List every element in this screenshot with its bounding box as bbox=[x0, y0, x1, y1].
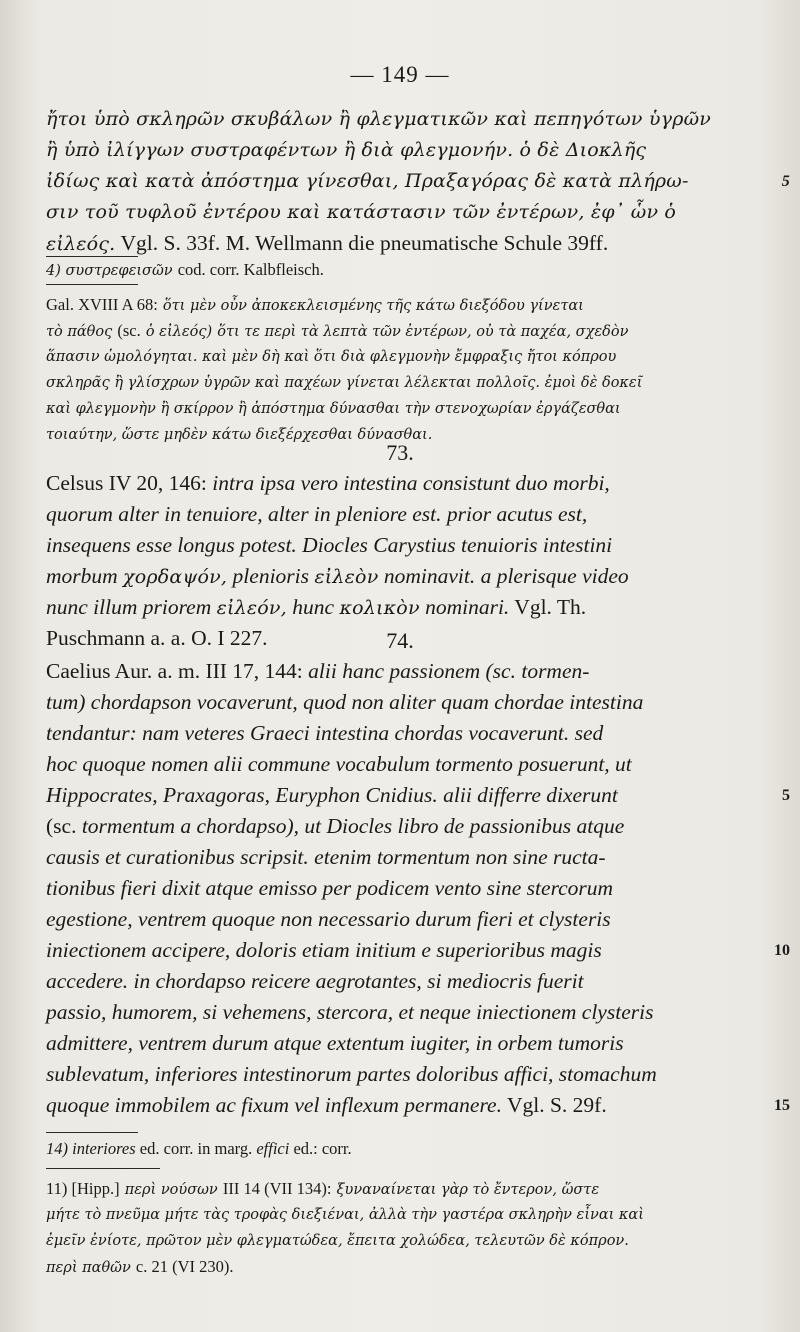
latin-text: Hippocrates, Praxagoras, Euryphon Cnidius. alii differre dixerunt bbox=[46, 783, 618, 807]
latin-text: nominavit. a plerisque video bbox=[383, 564, 629, 588]
latin-text: hunc bbox=[292, 595, 335, 619]
greek-text: εἰλεόν, bbox=[216, 597, 287, 619]
greek-text: περὶ νούσων bbox=[124, 1182, 218, 1198]
latin-text: plenioris bbox=[232, 564, 309, 588]
latin-text: Vgl. S. 33f. M. Wellmann die pneumatische Schule 39ff. bbox=[120, 231, 609, 255]
footnote-rule bbox=[46, 1132, 138, 1133]
latin-text: nunc illum priorem bbox=[46, 595, 212, 619]
text-line bbox=[46, 318, 752, 344]
latin-text: egestione, ventrem quoque non necessario durum fieri et clysteris bbox=[46, 907, 611, 931]
text-line bbox=[46, 1028, 752, 1059]
latin-text: morbum bbox=[46, 564, 118, 588]
text-line bbox=[46, 1254, 752, 1280]
greek-text: 4) συστρεφεισῶν bbox=[46, 263, 173, 279]
latin-text: III 14 (VII 134): bbox=[222, 1179, 332, 1198]
text-line bbox=[46, 1059, 752, 1090]
greek-text: σιν τοῦ τυφλοῦ ἐντέρου καὶ κατάστασιν τῶν ἐντέρων, ἐφ᾿ ὧν ὁ bbox=[46, 201, 677, 223]
celsus-passage bbox=[46, 468, 752, 654]
latin-text: quoque immobilem ac fixum vel inflexum permanere. bbox=[46, 1093, 502, 1117]
text-line bbox=[46, 292, 752, 318]
page-number: — 149 — bbox=[350, 62, 450, 87]
text-line bbox=[46, 1228, 752, 1254]
greek-text: ἅπασιν ὡμολόγηται. καὶ μὲν δὴ καὶ ὅτι διὰ φλεγμονὴν ἔμφραξις ἤτοι κόπρου bbox=[46, 349, 617, 365]
text-line bbox=[46, 104, 752, 135]
greek-text: μήτε τὸ πνεῦμα μήτε τὰς τροφὰς διεξιέναι, ἀλλὰ τὴν γαστέρα σκληρὴν εἶναι καὶ bbox=[46, 1207, 644, 1223]
text-line bbox=[46, 396, 752, 422]
text-line bbox=[46, 592, 752, 623]
greek-text: τοιαύτην, ὥστε μηδὲν κάτω διεξέρχεσθαι δύνασθαι. bbox=[46, 427, 433, 443]
latin-text: causis et curationibus scripsit. etenim tormentum non sine ructa- bbox=[46, 845, 606, 869]
line-number: 5 bbox=[782, 787, 790, 804]
text-line bbox=[46, 1202, 752, 1228]
greek-text: ἤτοι ὑπὸ σκληρῶν σκυβάλων ἢ φλεγματικῶν καὶ πεπηγότων ὑγρῶν bbox=[46, 108, 712, 130]
greek-text: καὶ φλεγμονὴν ἢ σκίρρον ἢ ἀπόστημα δύνασθαι τὴν στενοχωρίαν ἐργάζεσθαι bbox=[46, 401, 621, 417]
text-line bbox=[46, 499, 752, 530]
text-line bbox=[46, 656, 752, 687]
footnote-rule bbox=[46, 284, 138, 285]
latin-text: c. 21 (VI 230). bbox=[135, 1257, 234, 1276]
text-line bbox=[46, 370, 752, 396]
latin-text: admittere, ventrem durum atque extentum iugiter, in orbem tumoris bbox=[46, 1031, 624, 1055]
latin-text: tormentum a chordapso), ut Diocles libro de passionibus atque bbox=[81, 814, 625, 838]
footnote-rule bbox=[46, 256, 138, 257]
footnote-rule bbox=[46, 1168, 160, 1169]
text-line bbox=[46, 561, 752, 592]
text-line bbox=[46, 842, 752, 873]
latin-text: cod. corr. Kalbfleisch. bbox=[177, 260, 324, 279]
latin-text: nominari. bbox=[425, 595, 510, 619]
text-line bbox=[46, 197, 752, 228]
greek-text: ἰδίως καὶ κατὰ ἀπόστημα γίνεσθαι, Πραξαγόρας δὲ κατὰ πλήρω- bbox=[46, 170, 689, 192]
text-line bbox=[46, 966, 752, 997]
footnote-4 bbox=[46, 258, 752, 282]
section-number-73: 73. bbox=[386, 440, 414, 465]
text-line bbox=[46, 530, 752, 561]
greek-text: ὅτι τε περὶ τὰ λεπτὰ τῶν ἐντέρων, οὐ τὰ παχέα, σχεδὸν bbox=[217, 324, 629, 340]
greek-text: σκληρᾶς ἢ γλίσχρων ὑγρῶν καὶ παχέων γίνεται λέλεκται πολλοῖς. ἐμοὶ δὲ δοκεῖ bbox=[46, 375, 643, 391]
text-line bbox=[46, 344, 752, 370]
greek-text: ὅτι μὲν οὖν ἀποκεκλεισμένης τῆς κάτω διεξόδου γίνεται bbox=[162, 298, 584, 314]
text-line bbox=[46, 811, 752, 842]
greek-text: εἰλεὸν bbox=[314, 566, 379, 588]
latin-text: 11) [Hipp.] bbox=[46, 1179, 120, 1198]
greek-text: περὶ παθῶν bbox=[46, 1260, 131, 1276]
citation: Vgl. S. 29f. bbox=[506, 1093, 607, 1117]
text-line bbox=[46, 166, 790, 197]
greek-text: τὸ πάθος bbox=[46, 324, 113, 340]
greek-text: κολικὸν bbox=[339, 597, 420, 619]
greek-text: ἐμεῖν ἐνίοτε, πρῶτον μὲν φλεγματώδεα, ἔπειτα χολώδεα, τελευτῶν δὲ κόπρον. bbox=[46, 1233, 629, 1249]
citation: Vgl. Th. bbox=[514, 595, 587, 619]
latin-text: Gal. XVIII A 68: bbox=[46, 295, 158, 314]
section-number-74: 74. bbox=[386, 628, 414, 653]
latin-text: tionibus fieri dixit atque emisso per podicem vento sine stercorum bbox=[46, 876, 614, 900]
latin-text: iniectionem accipere, doloris etiam initium e superioribus magis bbox=[46, 938, 602, 962]
latin-text: ed. corr. in marg. bbox=[139, 1139, 253, 1158]
text-line bbox=[46, 135, 752, 166]
line-number: 10 bbox=[774, 942, 790, 959]
footnote-14 bbox=[46, 1134, 752, 1164]
text-line bbox=[46, 935, 790, 966]
greek-text: ξυναναίνεται γὰρ τὸ ἔντερον, ὥστε bbox=[336, 1182, 600, 1198]
footnote-11 bbox=[46, 1176, 752, 1280]
latin-text: 14) interiores bbox=[46, 1139, 136, 1158]
citation: Caelius Aur. a. m. III 17, 144: bbox=[46, 659, 303, 683]
text-line bbox=[46, 718, 752, 749]
greek-text: ἢ ὑπὸ ἰλίγγων συστραφέντων ἢ διὰ φλεγμονήν. ὁ δὲ Διοκλῆς bbox=[46, 139, 647, 161]
latin-text: tum) chordapson vocaverunt, quod non aliter quam chordae intestina bbox=[46, 690, 644, 714]
text-line bbox=[46, 468, 752, 499]
latin-text: insequens esse longus potest. Diocles Carystius tenuioris intestini bbox=[46, 533, 613, 557]
citation: Celsus IV 20, 146: bbox=[46, 471, 207, 495]
text-line bbox=[46, 904, 752, 935]
latin-text: passio, humorem, si vehemens, stercora, et neque iniectionem clysteris bbox=[46, 1000, 654, 1024]
text-line bbox=[46, 873, 752, 904]
latin-text: tendantur: nam veteres Graeci intestina chordas vocaverunt. sed bbox=[46, 721, 604, 745]
text-line bbox=[46, 258, 752, 282]
text-line bbox=[46, 997, 752, 1028]
citation: (sc. bbox=[46, 814, 77, 838]
line-number: 5 bbox=[781, 173, 790, 190]
latin-text: quorum alter in tenuiore, alter in pleniore est. prior acutus est, bbox=[46, 502, 588, 526]
latin-text: intra ipsa vero intestina consistunt duo morbi, bbox=[212, 471, 610, 495]
greek-text: εἰλεός. bbox=[46, 233, 116, 255]
latin-text: hoc quoque nomen alii commune vocabulum tormento posuerunt, ut bbox=[46, 752, 632, 776]
galen-quote bbox=[46, 292, 752, 448]
latin-text: sublevatum, inferiores intestinorum partes doloribus affici, stomachum bbox=[46, 1062, 657, 1086]
latin-text: accedere. in chordapso reicere aegrotantes, si mediocris fuerit bbox=[46, 969, 584, 993]
text-line bbox=[46, 1134, 752, 1164]
latin-text: (sc. bbox=[117, 321, 141, 340]
greek-passage bbox=[46, 104, 790, 259]
latin-text: ed.: corr. bbox=[293, 1139, 352, 1158]
greek-text: χορδαψόν, bbox=[123, 566, 228, 588]
caelius-passage bbox=[46, 656, 790, 1121]
greek-text: ὁ εἰλεός) bbox=[145, 324, 213, 340]
text-line bbox=[46, 687, 752, 718]
text-line bbox=[46, 780, 790, 811]
citation: Puschmann a. a. O. I 227. bbox=[46, 626, 268, 650]
text-line bbox=[46, 1090, 790, 1121]
text-line bbox=[46, 228, 752, 259]
line-number: 15 bbox=[774, 1097, 790, 1114]
latin-text: alii hanc passionem (sc. tormen- bbox=[308, 659, 590, 683]
text-line bbox=[46, 1176, 752, 1202]
latin-text: effici bbox=[256, 1139, 290, 1158]
text-line bbox=[46, 749, 752, 780]
